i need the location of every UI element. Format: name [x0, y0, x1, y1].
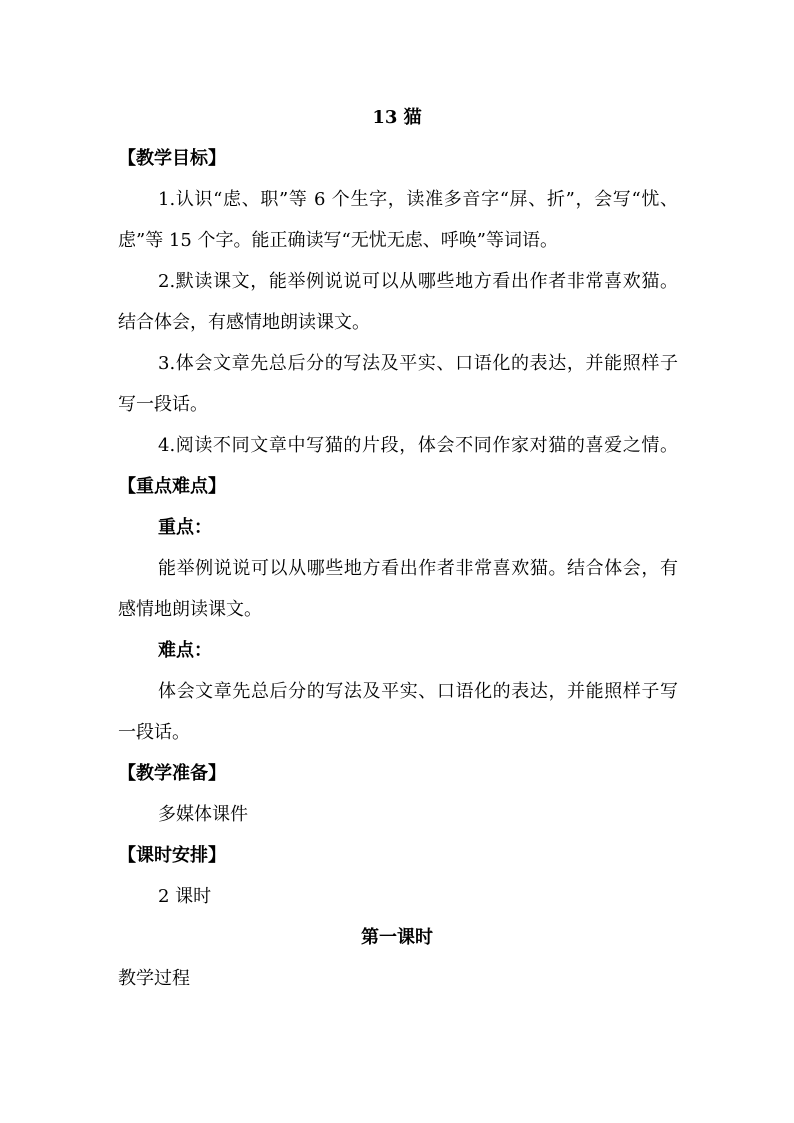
objective-4-line-1: 4.阅读不同文章中写猫的片段，体会不同作家对猫的喜爱之情。	[158, 435, 678, 456]
section-heading-schedule: 【课时安排】	[118, 845, 226, 866]
focus-line-1: 能举例说说可以从哪些地方看出作者非常喜欢猫。结合体会，有	[158, 558, 678, 579]
focus-line-2: 感情地朗读课文。	[118, 599, 262, 620]
lesson-one-heading: 第一课时	[361, 927, 433, 948]
difficulty-label: 难点：	[158, 640, 212, 661]
objective-1-line-1: 1.认识“虑、职”等 6 个生字，读准多音字“屏、折”，会写“忧、	[158, 189, 678, 210]
teaching-process-label: 教学过程	[118, 968, 190, 989]
schedule-content: 2 课时	[158, 886, 212, 907]
objective-2-line-2: 结合体会，有感情地朗读课文。	[118, 312, 370, 333]
difficulty-line-2: 一段话。	[118, 722, 190, 743]
objective-3-line-1: 3.体会文章先总后分的写法及平实、口语化的表达，并能照样子	[158, 353, 678, 374]
section-heading-key-points: 【重点难点】	[118, 476, 226, 497]
focus-label: 重点：	[158, 517, 212, 538]
objective-1-line-2: 虑”等 15 个字。能正确读写“无忧无虑、呼唤”等词语。	[118, 230, 558, 251]
objective-3-line-2: 写一段话。	[118, 394, 208, 415]
difficulty-line-1: 体会文章先总后分的写法及平实、口语化的表达，并能照样子写	[158, 681, 678, 702]
document-title: 13 猫	[372, 107, 422, 128]
objective-2-line-1: 2.默读课文，能举例说说可以从哪些地方看出作者非常喜欢猫。	[158, 271, 678, 292]
preparation-content: 多媒体课件	[158, 804, 248, 825]
section-heading-preparation: 【教学准备】	[118, 763, 226, 784]
section-heading-objectives: 【教学目标】	[118, 148, 226, 169]
